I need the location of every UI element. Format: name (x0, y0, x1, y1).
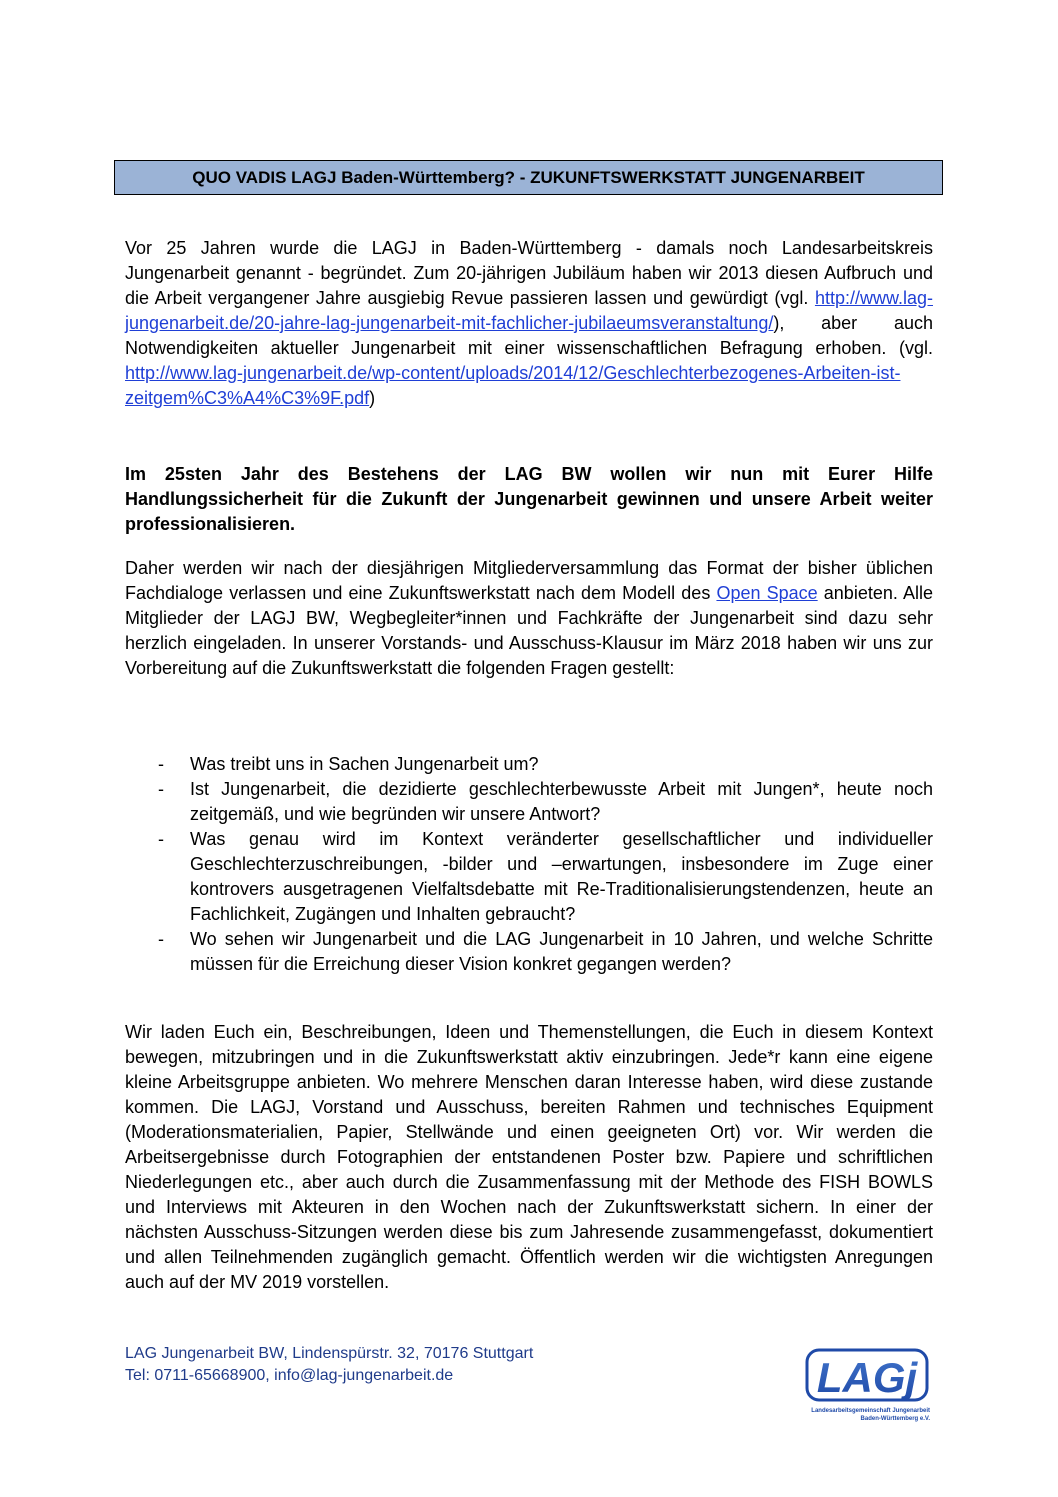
question-item (125, 752, 933, 777)
list-dash: - (158, 779, 164, 799)
footer-line-contact: Tel: 0711-65668900, info@lag-jungenarbeit.de (125, 1367, 454, 1384)
footer-address (125, 1343, 533, 1387)
list-dash: - (158, 929, 164, 949)
closing-paragraph: Wir laden Euch ein, Beschreibungen, Ideen und Themenstellungen, die Euch in diesem Kontext bewegen, mitzubringen und in die Zukunftswerkstatt aktiv einzubringen. Jede*r kann eine eigene kleine Arbeitsgruppe anbieten. Wo mehrere Menschen daran Interesse haben, wird diese zustande kommen. Die LAGJ, Vorstand und Ausschuss, bereiten Rahmen und technisches Equipment (Moderationsmaterialien, Papier, Stellwände und einen geeigneten Ort) vor. Wir werden die Arbeitsergebnisse durch Fotographien der entstandenen Poster bzw. Papiere und schriftlichen Niederlegungen etc., aber auch durch die Zusammenfassung mit der Methode des FISH BOWLS und Interviews mit Akteuren in den Wochen nach der Zukunftswerkstatt sichern. In einer der nächsten Ausschuss-Sitzungen werden diese bis zum Jahresende zusammengefasst, dokumentiert und allen Teilnehmenden zugänglich gemacht. Öffentlich werden wir die wichtigsten Anregungen auch auf der MV 2019 vorstellen. (125, 1022, 933, 1292)
question-text: Was treibt uns in Sachen Jungenarbeit um? (190, 754, 539, 774)
study-pdf-link[interactable]: http://www.lag-jungenarbeit.de/wp-content/uploads/2014/12/Geschlechterbezogenes-Arbeiten-ist-zeitgem%C3%A4%C3%9F.pdf (125, 363, 901, 408)
logo-caption-2: Baden-Württemberg e.V. (860, 1416, 930, 1422)
document-title: QUO VADIS LAGJ Baden-Württemberg? - ZUKUNFTSWERKSTATT JUNGENARBEIT (114, 160, 943, 195)
intro-paragraph (125, 236, 933, 411)
open-space-link[interactable]: Open Space (716, 583, 818, 603)
intro-text-3: ) (369, 388, 376, 408)
intro-text-2: ), aber auch Notwendigkeiten aktueller Jungenarbeit mit einer wissenschaftlichen Befragung erhoben. (vgl. (125, 313, 933, 358)
intro-text-1: Vor 25 Jahren wurde die LAGJ in Baden-Württemberg - damals noch Landesarbeitskreis Jungenarbeit genannt - begründet. Zum 20-jährigen Jubiläum haben wir 2013 diesen Aufbruch und die Arbeit vergangener Jahre ausgiebig Revue passieren lassen und gewürdigt (vgl. (125, 238, 933, 308)
question-text: Wo sehen wir Jungenarbeit und die LAG Jungenarbeit in 10 Jahren, und welche Schritte müssen für die Erreichung dieser Vision konkret gegangen werden? (190, 929, 933, 974)
questions-list (125, 752, 933, 977)
question-item (125, 777, 933, 827)
question-item (125, 827, 933, 927)
format-text-2: anbieten. Alle Mitglieder der LAGJ BW, Wegbegleiter*innen und Fachkräfte der Jungenarbeit sind dazu sehr herzlich eingeladen. In unserer Vorstands- und Ausschuss-Klausur im März 2018 haben wir uns zur Vorbereitung auf die Zukunftswerkstatt die folgenden Fragen gestellt: (125, 583, 933, 678)
format-paragraph (125, 556, 933, 681)
list-dash: - (158, 754, 164, 774)
logo-caption-1: Landesarbeitsgemeinschaft Jungenarbeit (811, 1408, 930, 1414)
jubilaeum-link[interactable]: http://www.lag-jungenarbeit.de/20-jahre-lag-jungenarbeit-mit-fachlicher-jubilaeumsveranstaltung/ (125, 288, 933, 333)
logo-mark: LAGj (816, 1354, 918, 1401)
bold-paragraph: Im 25sten Jahr des Bestehens der LAG BW wollen wir nun mit Eurer Hilfe Handlungssicherheit für die Zukunft der Jungenarbeit gewinnen und unsere Arbeit weiter professionalisieren. (125, 464, 933, 534)
list-dash: - (158, 829, 164, 849)
question-text: Ist Jungenarbeit, die dezidierte geschlechterbewusste Arbeit mit Jungen*, heute noch zeitgemäß, und wie begründen wir unsere Antwort? (190, 779, 933, 824)
question-text: Was genau wird im Kontext veränderter gesellschaftlicher und individueller Geschlechterzuschreibungen, -bilder und –erwartungen, insbesondere im Zuge einer kontrovers ausgetragenen Vielfaltsdebatte mit Re-Traditionalisierungstendenzen, heute an Fachlichkeit, Zugängen und Inhalten gebraucht? (190, 829, 933, 924)
question-item (125, 927, 933, 977)
format-text-1: Daher werden wir nach der diesjährigen Mitgliederversammlung das Format der bisher üblichen Fachdialoge verlassen und eine Zukunftswerkstatt nach dem Modell des (125, 558, 933, 603)
footer-line-address: LAG Jungenarbeit BW, Lindenspürstr. 32, 70176 Stuttgart (125, 1345, 534, 1362)
lagj-logo (805, 1342, 935, 1427)
